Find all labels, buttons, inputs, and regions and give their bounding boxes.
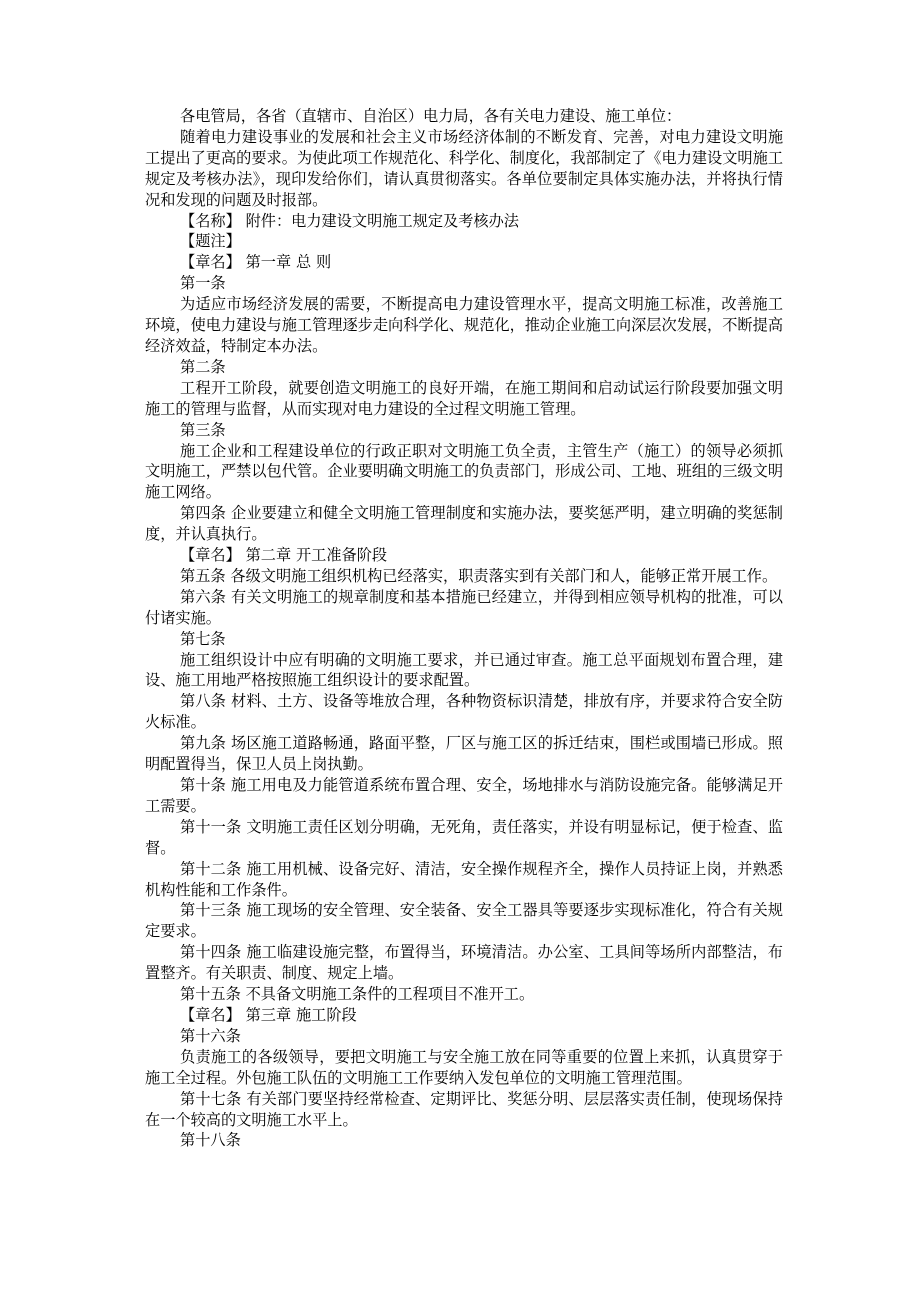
article-body-16: 负责施工的各级领导，要把文明施工与安全施工放在同等重要的位置上来抓，认真贯穿于施工全过程。外包施工队伍的文明施工工作要纳入发包单位的文明施工管理范围。 — [145, 1047, 783, 1087]
paragraph-caption: 【题注】 — [180, 232, 241, 251]
article-body-1: 为适应市场经济发展的需要，不断提高电力建设管理水平，提高文明施工标准，改善施工环境，使电力建设与施工管理逐步走向科学化、规范化，推动企业施工向深层次发展，不断提高经济效益，特制定本办法。 — [145, 295, 783, 355]
paragraph-salutation: 各电管局，各省（直辖市、自治区）电力局，各有关电力建设、施工单位： — [180, 107, 682, 125]
article-body-7: 施工组织设计中应有明确的文明施工要求，并已通过审查。施工总平面规划布置合理，建设、施工用地严格按照施工组织设计的要求配置。 — [145, 650, 783, 690]
article-10: 第十条 施工用电及力能管道系统布置合理、安全，场地排水与消防设施完备。能够满足开工需要。 — [145, 776, 783, 815]
article-14: 第十四条 施工临建设施完整，布置得当，环境清洁。办公室、工具间等场所内部整洁，布置整齐。有关职责、制度、规定上墙。 — [145, 943, 783, 983]
paragraph-name: 【名称】 附件：电力建设文明施工规定及考核办法 — [180, 211, 519, 230]
chapter-heading-1: 【章名】 第一章 总 则 — [180, 253, 332, 272]
article-heading-1: 第一条 — [180, 274, 226, 293]
article-5: 第五条 各级文明施工组织机构已经落实，职责落实到有关部门和人，能够正常开展工作。 — [180, 566, 778, 585]
paragraph-notice: 随着电力建设事业的发展和社会主义市场经济体制的不断发育、完善，对电力建设文明施工提出了更高的要求。为使此项工作规范化、科学化、制度化，我部制定了《电力建设文明施工规定及考核办法》，现印发给你们，请认真贯彻落实。各单位要制定具体实施办法，并将执行情况和发现的问题及时报部。 — [145, 127, 783, 209]
article-heading-16: 第十六条 — [180, 1026, 241, 1045]
article-12: 第十二条 施工用机械、设备完好、清洁，安全操作规程齐全，操作人员持证上岗，并熟悉机构性能和工作条件。 — [145, 859, 783, 899]
article-heading-3: 第三条 — [180, 420, 226, 439]
article-11: 第十一条 文明施工责任区划分明确，无死角，责任落实，并设有明显标记，便于检查、监督。 — [145, 817, 783, 857]
article-heading-7: 第七条 — [180, 629, 226, 648]
article-9: 第九条 场区施工道路畅通，路面平整，厂区与施工区的拆迁结束，围栏或围墙已形成。照明配置得当，保卫人员上岗执勤。 — [145, 734, 783, 774]
document-page — [145, 106, 783, 1151]
article-4: 第四条 企业要建立和健全文明施工管理制度和实施办法，要奖惩严明，建立明确的奖惩制度，并认真执行。 — [145, 504, 783, 544]
article-15: 第十五条 不具备文明施工条件的工程项目不准开工。 — [180, 985, 535, 1004]
article-body-3: 施工企业和工程建设单位的行政正职对文明施工负全责，主管生产（施工）的领导必须抓文明施工，严禁以包代管。企业要明确文明施工的负责部门，形成公司、工地、班组的三级文明施工网络。 — [145, 441, 783, 502]
chapter-heading-3: 【章名】 第三章 施工阶段 — [180, 1005, 357, 1024]
article-heading-2: 第二条 — [180, 357, 226, 376]
article-17: 第十七条 有关部门要坚持经常检查、定期评比、奖惩分明、层层落实责任制，使现场保持在一个较高的文明施工水平上。 — [145, 1089, 783, 1129]
article-body-2: 工程开工阶段，就要创造文明施工的良好开端，在施工期间和启动试运行阶段要加强文明施工的管理与监督，从而实现对电力建设的全过程文明施工管理。 — [145, 378, 783, 418]
article-heading-18: 第十八条 — [180, 1131, 241, 1150]
chapter-heading-2: 【章名】 第二章 开工准备阶段 — [180, 546, 388, 565]
article-6: 第六条 有关文明施工的规章制度和基本措施已经建立，并得到相应领导机构的批准，可以付诸实施。 — [145, 587, 783, 627]
article-13: 第十三条 施工现场的安全管理、安全装备、安全工器具等要逐步实现标准化，符合有关规定要求。 — [145, 901, 783, 941]
article-8: 第八条 材料、土方、设备等堆放合理，各种物资标识清楚，排放有序，并要求符合安全防火标准。 — [145, 692, 783, 732]
